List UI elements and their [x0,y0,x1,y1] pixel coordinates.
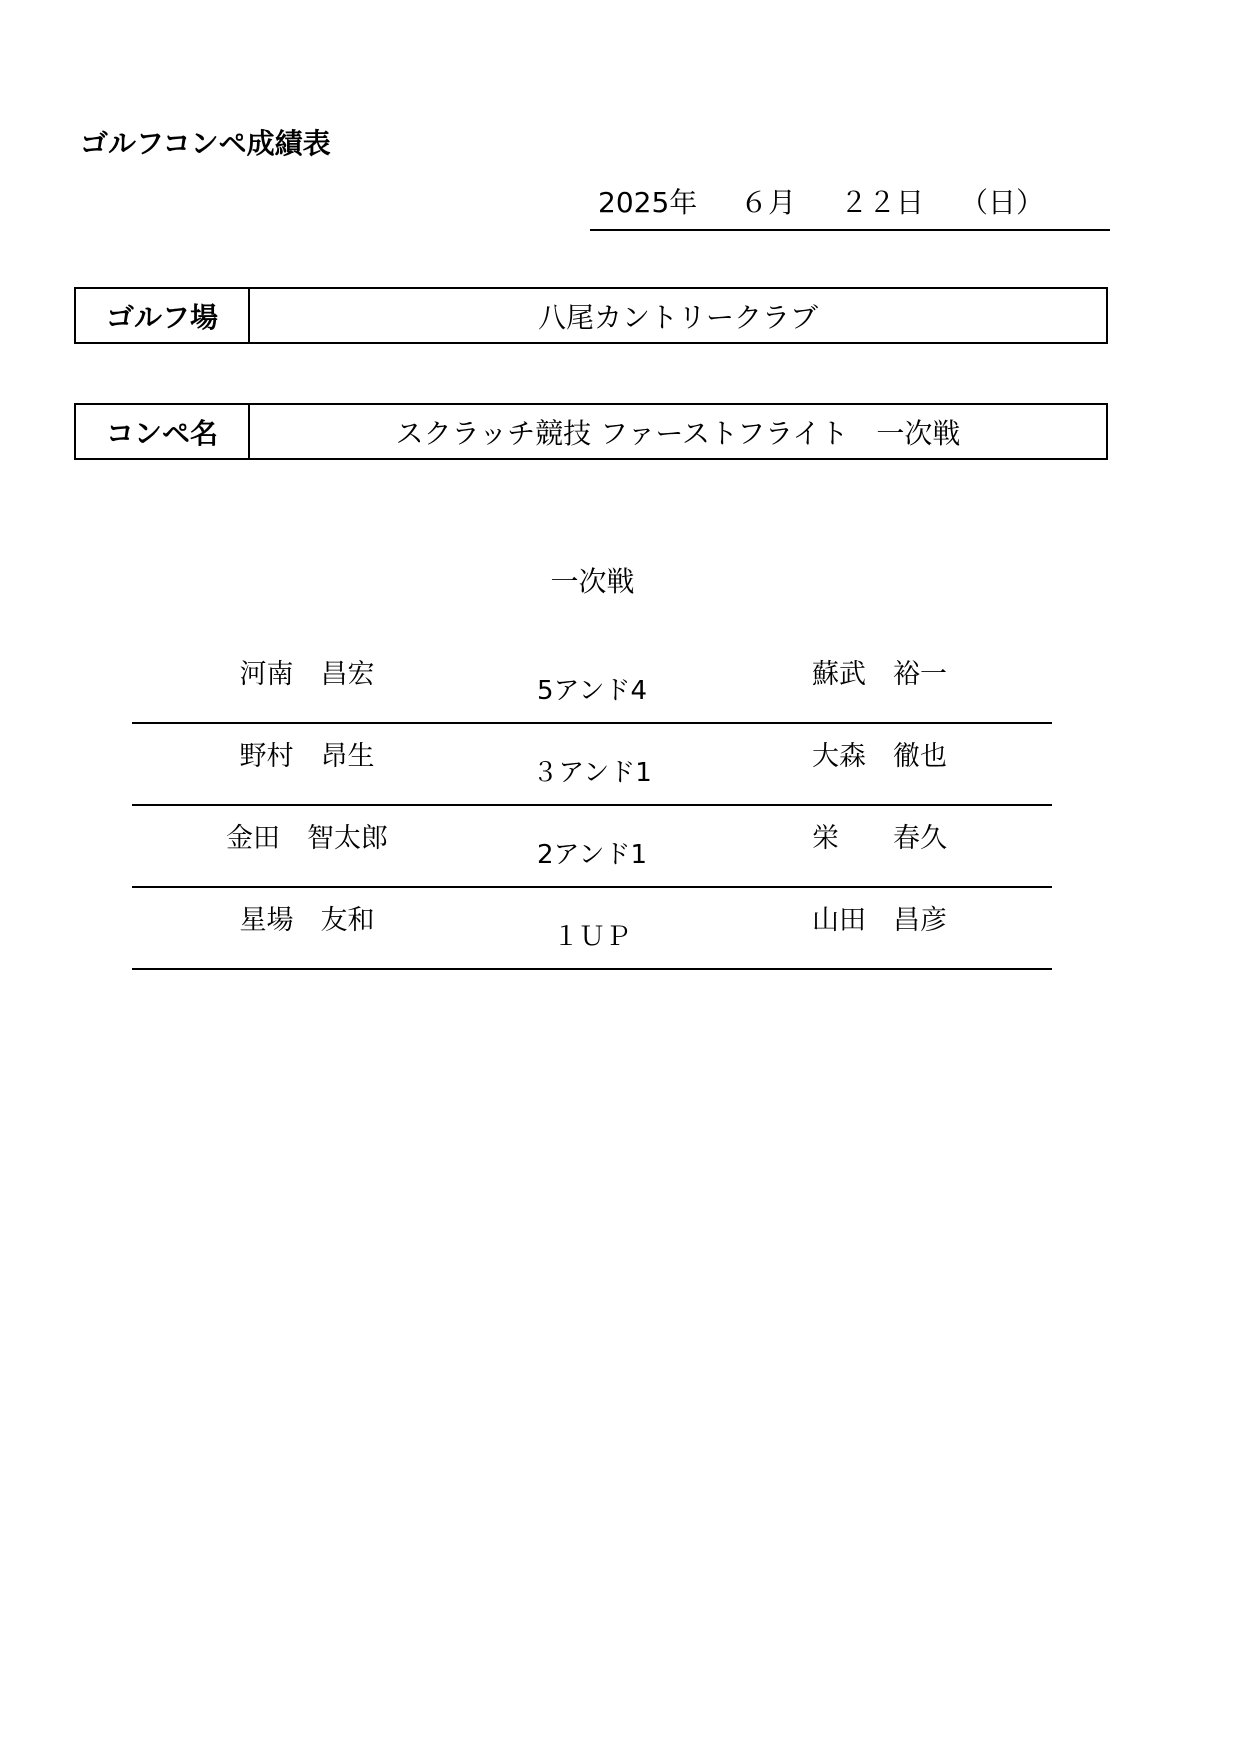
match-row [132,806,1052,888]
course-box [74,287,1108,344]
date-line [590,177,1110,231]
date-year: 2025年 [598,186,698,219]
date-weekday: （日） [960,186,1045,219]
compe-box [74,403,1108,460]
player1-name: 河南 昌宏 [239,659,375,690]
date-month: ６月 [740,186,797,219]
player2-name: 大森 徹也 [812,741,947,772]
match-result: １ＵＰ [552,922,631,952]
compe-label: コンペ名 [76,405,250,458]
player1-name: 星場 友和 [239,905,375,936]
course-label: ゴルフ場 [76,289,250,342]
match-row [132,724,1052,806]
match-row [132,642,1052,724]
player2-name: 山田 昌彦 [812,905,947,936]
match-result: 2アンド1 [536,840,648,870]
compe-value: スクラッチ競技 ファーストフライト 一次戦 [395,416,961,450]
player2-name: 蘇武 裕一 [812,659,947,690]
match-result: 5アンド4 [536,676,648,706]
player1-name: 野村 昂生 [239,741,375,772]
player2-name: 栄 春久 [812,823,947,854]
round-title: 一次戦 [550,565,635,598]
match-result: ３アンド1 [532,758,652,788]
player1-name: 金田 智太郎 [226,823,388,854]
date-day: ２２日 [840,186,925,219]
page-title: ゴルフコンペ成績表 [80,127,331,160]
course-value: 八尾カントリークラブ [537,300,818,334]
match-row [132,888,1052,970]
